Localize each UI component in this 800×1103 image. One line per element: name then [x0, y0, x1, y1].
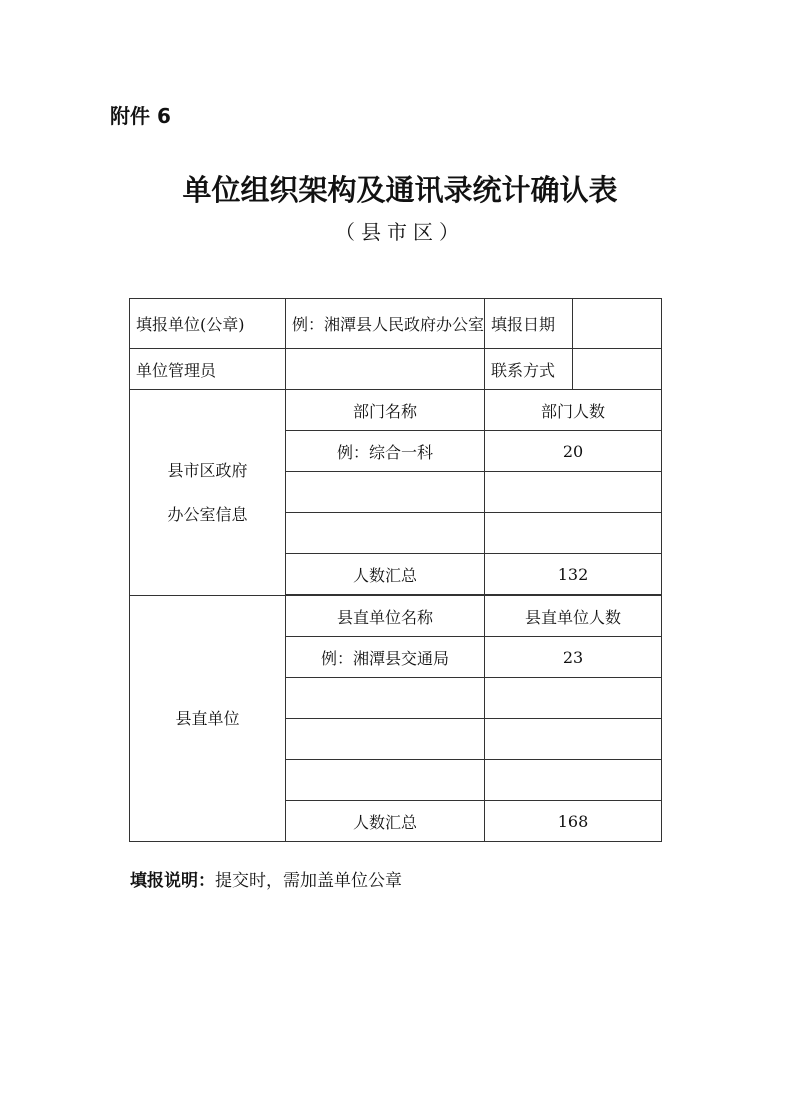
units-col-name-header: 县直单位名称 — [286, 596, 485, 637]
units-total-label: 人数汇总 — [286, 801, 485, 842]
unit-count-cell[interactable] — [485, 760, 662, 801]
reporting-unit-row — [130, 299, 662, 349]
gov-dept-count-cell[interactable] — [485, 513, 662, 554]
unit-count-cell[interactable] — [485, 678, 662, 719]
report-date-label: 填报日期 — [485, 299, 573, 349]
admin-row — [130, 349, 662, 390]
units-total-value[interactable]: 168 — [485, 801, 662, 842]
statistics-form-table — [129, 298, 662, 842]
note-label: 填报说明： — [130, 871, 215, 891]
unit-name-cell[interactable] — [286, 719, 485, 760]
gov-dept-count-cell[interactable]: 20 — [485, 431, 662, 472]
attachment-label: 附件 6 — [110, 104, 171, 128]
gov-col-count-header: 部门人数 — [485, 390, 662, 431]
gov-dept-name-cell[interactable] — [286, 472, 485, 513]
reporting-unit-label: 填报单位(公章) — [130, 299, 286, 349]
unit-admin-field[interactable] — [286, 349, 485, 390]
note-text: 提交时，需加盖单位公章 — [215, 871, 402, 891]
page-subtitle: （县市区） — [335, 220, 465, 244]
gov-header-row — [130, 390, 662, 431]
gov-dept-name-cell[interactable] — [286, 513, 485, 554]
gov-dept-count-cell[interactable] — [485, 472, 662, 513]
unit-name-cell[interactable] — [286, 678, 485, 719]
unit-count-cell[interactable]: 23 — [485, 637, 662, 678]
unit-admin-label: 单位管理员 — [130, 349, 286, 390]
gov-section-label-line2: 办公室信息 — [167, 504, 248, 524]
gov-total-label: 人数汇总 — [286, 554, 485, 595]
gov-section-label-line1: 县市区政府 — [167, 460, 248, 480]
report-date-field[interactable] — [573, 299, 662, 349]
gov-section-label — [130, 390, 286, 596]
unit-name-cell[interactable]: 例：湘潭县交通局 — [286, 637, 485, 678]
unit-name-cell[interactable] — [286, 760, 485, 801]
gov-total-value[interactable]: 132 — [485, 554, 662, 595]
gov-col-name-header: 部门名称 — [286, 390, 485, 431]
units-header-row — [130, 596, 662, 637]
filling-note — [130, 866, 402, 891]
units-section-label: 县直单位 — [130, 596, 286, 842]
unit-count-cell[interactable] — [485, 719, 662, 760]
contact-label: 联系方式 — [485, 349, 573, 390]
reporting-unit-field[interactable]: 例：湘潭县人民政府办公室 — [286, 299, 485, 349]
units-col-count-header: 县直单位人数 — [485, 596, 662, 637]
gov-dept-name-cell[interactable]: 例：综合一科 — [286, 431, 485, 472]
page-title: 单位组织架构及通讯录统计确认表 — [182, 173, 618, 207]
contact-field[interactable] — [573, 349, 662, 390]
